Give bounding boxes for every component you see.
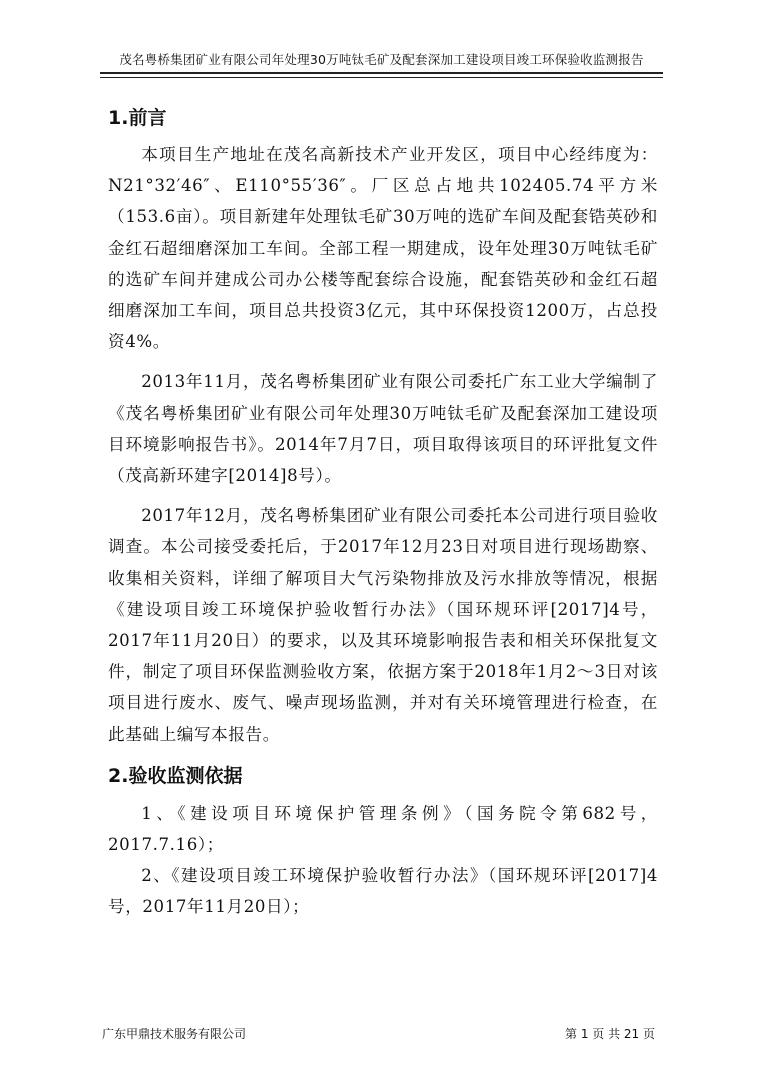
section-title-preface: 1.前言 <box>108 107 167 129</box>
footer-company: 广东甲鼎技术服务有限公司 <box>102 1027 247 1041</box>
list-item: 1、《建设项目环境保护管理条例》（国务院令第682号，2017.7.16）； <box>108 803 658 855</box>
paragraph: 2017年12月，茂名粤桥集团矿业有限公司委托本公司进行项目验收调查。本公司接受委托后，于2017年12月23日对项目进行现场勘察、收集相关资料，详细了解项目大气污染物排放及污水排放等情况，根据《建设项目竣工环境保护验收暂行办法》（国环规环评[2017]4号，2017年11月20日）的要求，以及其环境影响报告表和相关环保批复文件，制定了项目环保监测验收方案，依据方案于2018年1月2～3日对该项目进行废水、废气、噪声现场监测，并对有关环境管理进行检查，在此基础上编写本报告。 <box>108 506 658 744</box>
page-number: 第 1 页 共 21 页 <box>565 1027 655 1041</box>
section-title-basis: 2.验收监测依据 <box>108 764 243 787</box>
paragraph: 本项目生产地址在茂名高新技术产业开发区，项目中心经纬度为：N21°32′46″、E110°55′36″。厂区总占地共102405.74平方米（153.6亩）。项目新建年处理钛毛矿30万吨的选矿车间及配套锆英砂和金红石超细磨深加工车间。全部工程一期建成，设年处理30万吨钛毛矿的选矿车间并建成公司办公楼等配套综合设施，配套锆英砂和金红石超细磨深加工车间，项目总共投资3亿元，其中环保投资1200万，占总投资4%。 <box>108 145 658 352</box>
document-body <box>108 98 658 923</box>
list-item: 2、《建设项目竣工环境保护验收暂行办法》（国环规环评[2017]4号，2017年11月20日）； <box>108 866 658 917</box>
page-header: 茂名粤桥集团矿业有限公司年处理30万吨钛毛矿及配套深加工建设项目竣工环保验收监测报告 <box>100 50 663 74</box>
paragraph: 2013年11月，茂名粤桥集团矿业有限公司委托广东工业大学编制了《茂名粤桥集团矿业有限公司年处理30万吨钛毛矿及配套深加工建设项目环境影响报告书》。2014年7月7日，项目取得该项目的环评批复文件（茂高新环建字[2014]8号）。 <box>108 372 658 486</box>
